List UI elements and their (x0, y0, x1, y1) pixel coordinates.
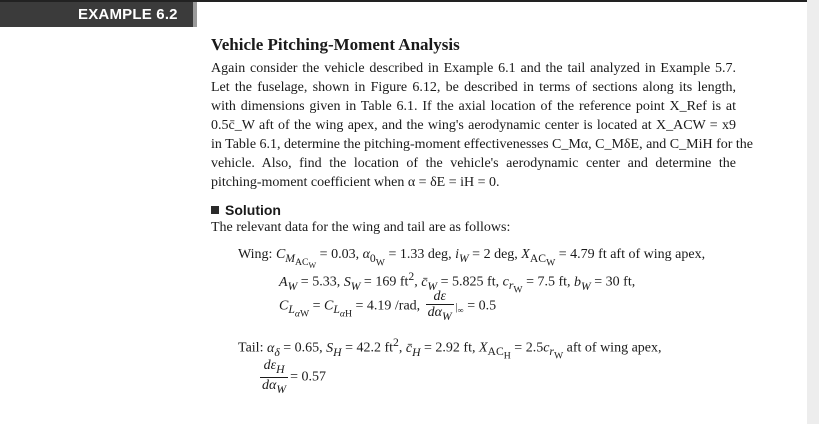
wing-area: 169 ft (375, 274, 409, 290)
tail-downwash-gradient: 0.57 (301, 369, 326, 385)
downwash-gradient-fraction: $\frac{d\varepsilon}{d\alpha_W}$ (427, 289, 452, 323)
paragraph-line-6: vehicle. Also, find the location of the vehicle's aerodynamic center and determine the (211, 156, 736, 171)
wing-equation-line-3: $C_{L_{\alpha W}} = C_{L_{\alpha H}} = 4.19$ /rad, $\frac{d\varepsilon}{d\alpha_W}$ $|_\infty = 0.5$ (279, 289, 497, 323)
wing-alpha0: 1.33 deg (399, 247, 449, 262)
wing-span: 30 ft, (605, 274, 636, 290)
tail-area: 42.2 ft (356, 340, 394, 356)
solution-heading-text: Solution (225, 202, 281, 218)
wing-root-chord: 7.5 ft (537, 274, 568, 290)
paragraph-line-3: with dimensions given in Table 6.1. If the axial location of the reference point X_Ref is at (211, 99, 736, 114)
wing-downwash-gradient: 0.5 (478, 298, 497, 314)
wing-lift-slope: 4.19 /rad, (366, 298, 421, 314)
wing-mac: 5.825 ft (452, 274, 496, 290)
paragraph-line-5: in Table 6.1, determine the pitching-moment effectivenesses C_Mα, C_MδE, and C_MiH for the (211, 137, 753, 152)
tail-equation-line-2: $\frac{d\varepsilon_H}{d\alpha_W}$ = 0.57 (262, 358, 326, 396)
paragraph-line-7: pitching-moment coefficient when α = δE = iH = 0. (211, 175, 500, 190)
paragraph-line-1: Again consider the vehicle described in Example 6.1 and the tail analyzed in Example 5.7. (211, 61, 736, 76)
tail-equation-line-1: Tail: $\alpha_\delta = 0.65$, $S_H = 42.2$ $ft^2$, $c̄_H = 2.92$ ft, $X_{AC_H} = 2.5c_{r_W}$ aft of wing apex, (238, 336, 662, 362)
example-label: EXAMPLE 6.2 (0, 2, 193, 27)
wing-equation-line-2: $A_W = 5.33$, $S_W = 169$ $ft^2$, $c̄_W = 5.825$ ft, $c_{r_W} = 7.5$ ft, $b_W = 30$ ft, (279, 270, 636, 296)
paragraph-line-4: 0.5c̄_W aft of the wing apex, and the wing's aerodynamic center is located at X_ACW = x9 (211, 118, 736, 133)
wing-xac: 4.79 ft aft of wing apex, (570, 247, 706, 262)
wing-label: Wing: (238, 247, 273, 262)
tail-xac: 2.5 (525, 340, 544, 356)
tail-mac: 2.92 ft (435, 340, 472, 356)
section-title: Vehicle Pitching-Moment Analysis (211, 35, 460, 54)
wing-cmac: 0.03 (331, 247, 356, 262)
solution-heading (211, 202, 281, 218)
tail-label: Tail: (238, 340, 264, 356)
tail-xac-suffix: aft of wing apex, (566, 340, 662, 356)
tail-downwash-fraction: $\frac{d\varepsilon_H}{d\alpha_W}$ (262, 358, 287, 396)
wing-iw: 2 deg (483, 247, 515, 262)
tail-alpha-delta: 0.65 (294, 340, 320, 356)
tab-accent (193, 2, 197, 27)
square-bullet-icon (211, 206, 219, 214)
wing-equation-line-1: Wing: $C_{M_{AC_W}} = 0.03$, $\alpha_{0_W} = 1.33$ deg, $i_W = 2$ deg, $X_{AC_W} = 4.79$ ft aft of wing apex, (238, 247, 706, 271)
scrollbar[interactable] (807, 0, 819, 424)
solution-intro: The relevant data for the wing and tail are as follows: (211, 220, 511, 235)
wing-aspect-ratio: 5.33 (312, 274, 337, 290)
paragraph-line-2: Let the fuselage, shown in Figure 6.12, be described in terms of sections along its length, (211, 80, 736, 95)
problem-statement (211, 59, 753, 192)
